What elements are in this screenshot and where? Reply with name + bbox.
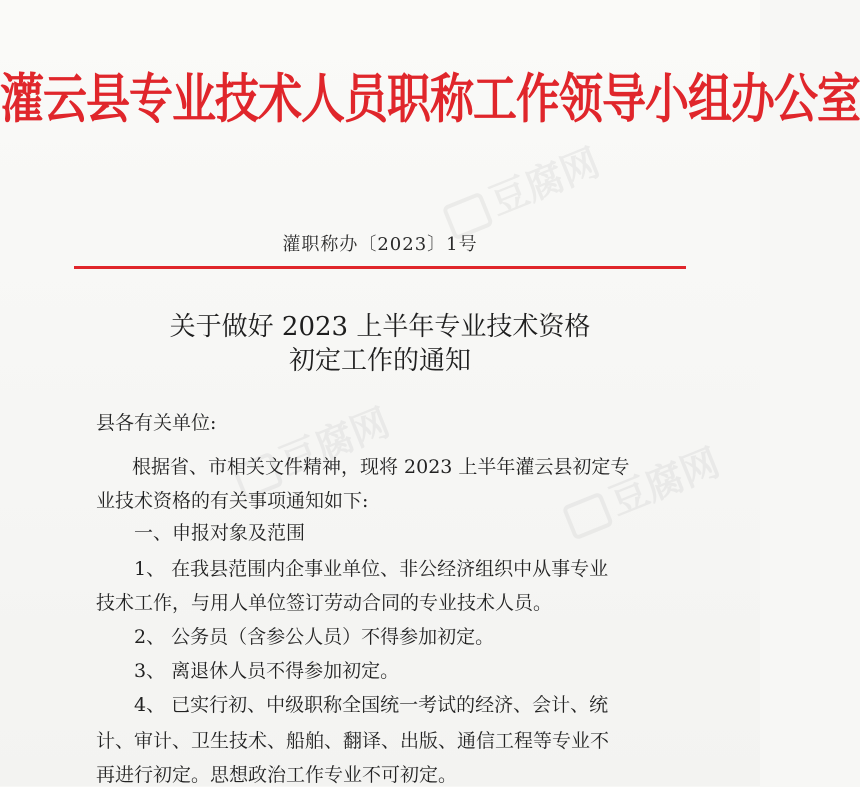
watermark: 豆腐网 bbox=[556, 432, 727, 544]
item-4-line-3: 再进行初定。思想政治工作专业不可初定。 bbox=[96, 764, 458, 786]
watermark: 豆腐网 bbox=[226, 392, 397, 504]
salutation: 县各有关单位: bbox=[96, 412, 217, 434]
item-2: 2、 公务员（含参公人员）不得参加初定。 bbox=[134, 626, 495, 648]
item-3: 3、 离退休人员不得参加初定。 bbox=[134, 660, 400, 682]
item-4-line-2: 计、审计、卫生技术、船舶、翻译、出版、通信工程等专业不 bbox=[96, 730, 610, 752]
paragraph-1-line-1: 根据省、市相关文件精神，现将 2023 上半年灌云县初定专 bbox=[132, 456, 630, 478]
watermark: 豆腐网 bbox=[436, 132, 607, 244]
section-1-heading: 一、申报对象及范围 bbox=[134, 522, 306, 544]
notice-title-line-2: 初定工作的通知 bbox=[288, 346, 471, 376]
issuing-office-title: 灌云县专业技术人员职称工作领导小组办公室 bbox=[0, 68, 860, 130]
notice-title-line-1: 关于做好 2023 上半年专业技术资格 bbox=[169, 312, 591, 342]
item-1-line-1: 1、 在我县范围内企事业单位、非公经济组织中从事专业 bbox=[134, 558, 609, 580]
paragraph-1-line-2: 业技术资格的有关事项通知如下: bbox=[96, 490, 369, 512]
red-divider-line bbox=[74, 266, 686, 269]
item-1-line-2: 技术工作，与用人单位签订劳动合同的专业技术人员。 bbox=[96, 592, 553, 614]
item-4-line-1: 4、 已实行初、中级职称全国统一考试的经济、会计、统 bbox=[134, 694, 609, 716]
document-number: 灌职称办〔2023〕1号 bbox=[282, 234, 478, 255]
